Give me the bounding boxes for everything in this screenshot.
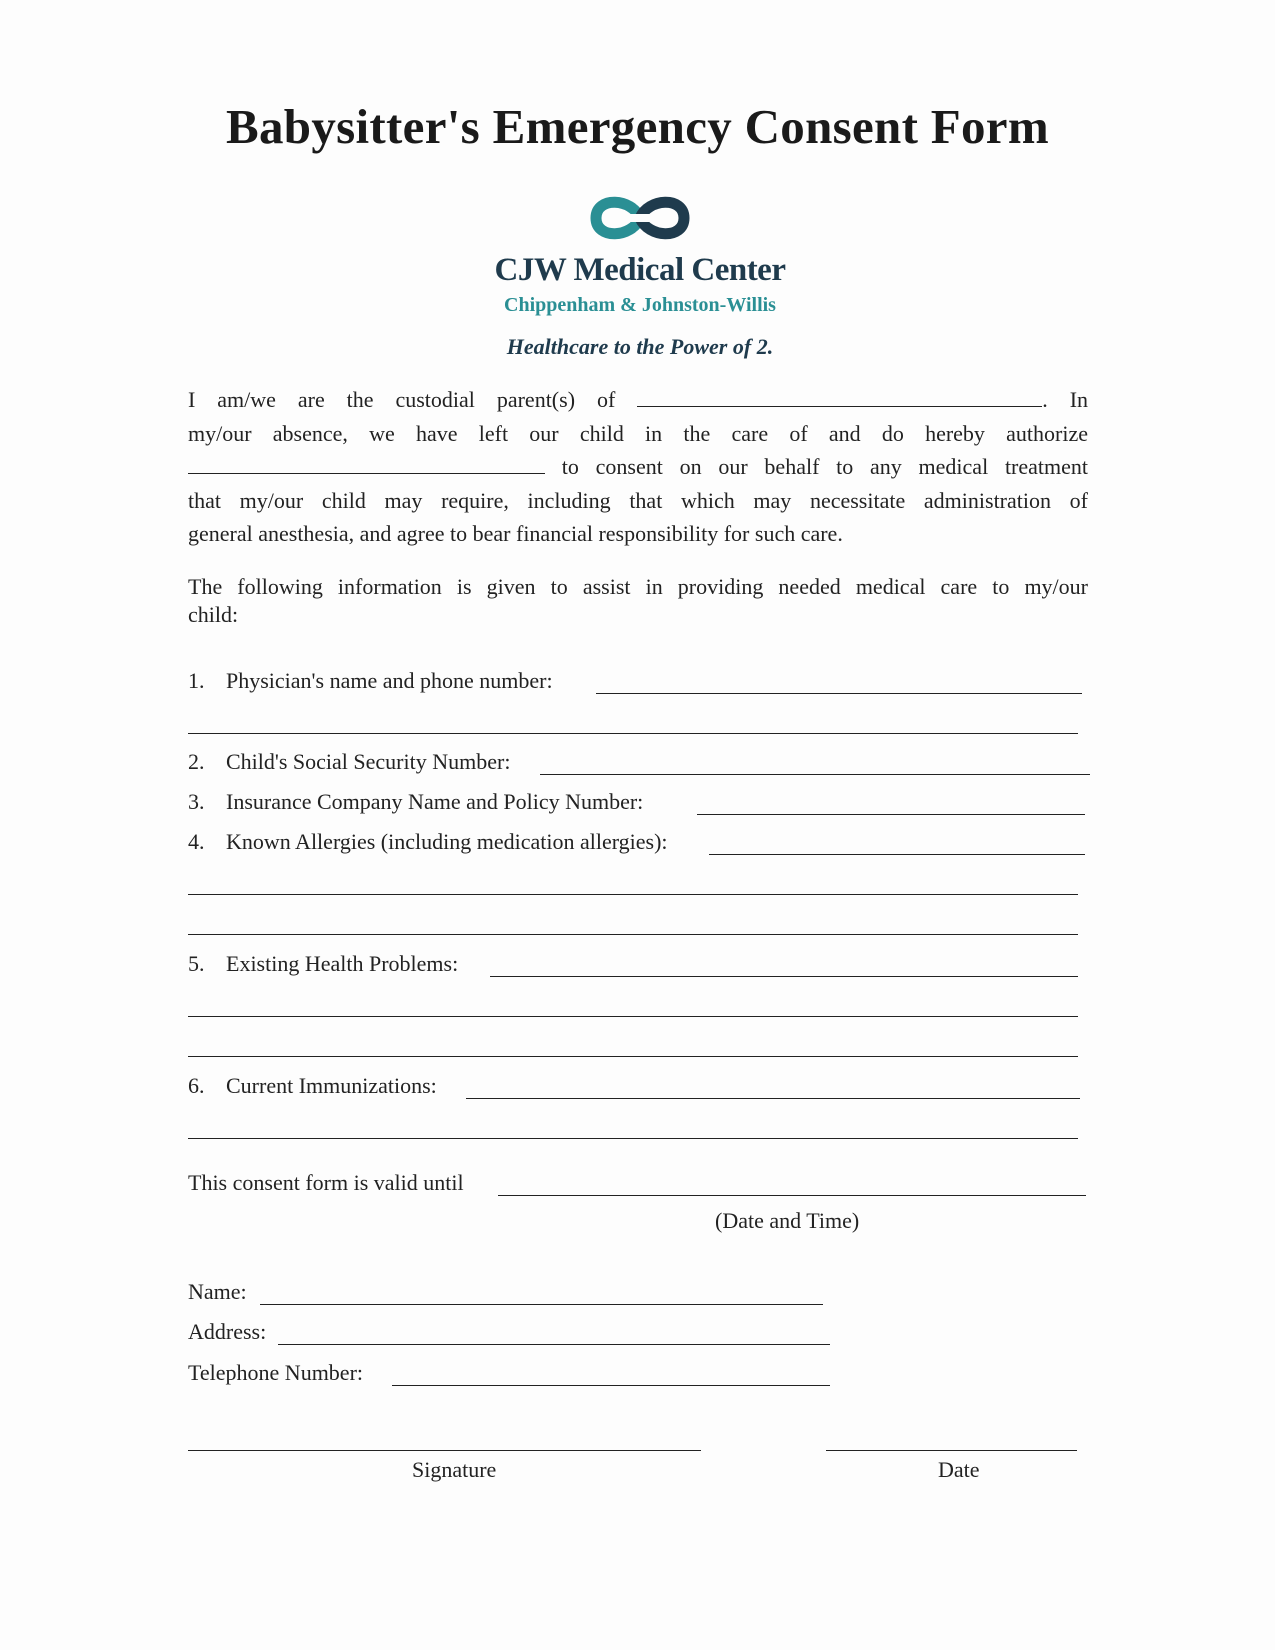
caregiver-name-field[interactable] xyxy=(188,453,545,474)
cjw-logo xyxy=(470,192,810,367)
consent-paragraph xyxy=(188,383,1088,551)
item-number: 2. xyxy=(188,749,205,774)
immunizations-field-line-2[interactable] xyxy=(188,1138,1078,1139)
address-field[interactable] xyxy=(278,1344,830,1345)
item-number: 5. xyxy=(188,951,205,976)
name-field[interactable] xyxy=(260,1304,823,1305)
consent-text: I am/we are the custodial parent(s) of xyxy=(188,387,616,412)
address-label: Address: xyxy=(188,1319,267,1344)
allergies-field-line-2[interactable] xyxy=(188,894,1078,895)
consent-line-5: general anesthesia, and agree to bear financial responsibility for such care. xyxy=(188,521,843,546)
item-allergies xyxy=(188,825,668,858)
consent-text: to consent on our behalf to any medical treatment xyxy=(561,454,1089,479)
consent-line-2: my/our absence, we have left our child in the care of and do hereby authorize xyxy=(188,420,1088,446)
consent-line-3 xyxy=(188,450,1088,484)
item-label: Known Allergies (including medication allergies): xyxy=(226,829,668,854)
ssn-field[interactable] xyxy=(540,774,1090,775)
info-line-1: The following information is given to assist in providing needed medical care to my/our xyxy=(188,574,1088,599)
allergies-field[interactable] xyxy=(709,854,1085,855)
physician-field-line-2[interactable] xyxy=(188,733,1078,734)
cjw-logo-mark-icon xyxy=(590,192,690,244)
immunizations-field[interactable] xyxy=(466,1098,1080,1099)
physician-field[interactable] xyxy=(596,693,1082,694)
signature-label: Signature xyxy=(412,1457,497,1482)
validity-date-field[interactable] xyxy=(498,1195,1086,1196)
telephone-label: Telephone Number: xyxy=(188,1360,364,1385)
logo-subtitle: Chippenham & Johnston-Willis xyxy=(504,294,776,316)
item-label: Insurance Company Name and Policy Number: xyxy=(226,789,644,814)
date-label: Date xyxy=(938,1457,980,1482)
health-problems-field[interactable] xyxy=(490,976,1078,977)
info-line-2: child: xyxy=(188,602,239,627)
item-label: Current Immunizations: xyxy=(226,1073,437,1098)
item-number: 6. xyxy=(188,1073,205,1098)
health-problems-field-line-3[interactable] xyxy=(188,1056,1078,1057)
date-field[interactable] xyxy=(826,1450,1077,1451)
logo-tagline: Healthcare to the Power of 2. xyxy=(506,334,774,359)
item-immunizations xyxy=(188,1069,437,1102)
item-number: 3. xyxy=(188,789,205,814)
child-name-field[interactable] xyxy=(637,386,1042,407)
page-title: Babysitter's Emergency Consent Form xyxy=(226,99,1049,154)
item-physician xyxy=(188,664,553,697)
name-label: Name: xyxy=(188,1279,247,1304)
allergies-field-line-3[interactable] xyxy=(188,934,1078,935)
item-label: Child's Social Security Number: xyxy=(226,749,511,774)
insurance-field[interactable] xyxy=(697,814,1085,815)
logo-name: CJW Medical Center xyxy=(494,252,786,288)
item-label: Existing Health Problems: xyxy=(226,951,459,976)
consent-line-4: that my/our child may require, including that which may necessitate administration of xyxy=(188,487,1088,513)
item-label: Physician's name and phone number: xyxy=(226,668,553,693)
validity-caption: (Date and Time) xyxy=(715,1208,860,1233)
signature-field[interactable] xyxy=(188,1450,701,1451)
health-problems-field-line-2[interactable] xyxy=(188,1016,1078,1017)
item-insurance xyxy=(188,785,643,818)
consent-line-1 xyxy=(188,383,1088,417)
consent-text: . In xyxy=(1042,387,1089,412)
item-health-problems xyxy=(188,947,458,980)
item-ssn xyxy=(188,745,510,778)
item-number: 1. xyxy=(188,668,205,693)
validity-label: This consent form is valid until xyxy=(188,1170,464,1195)
item-number: 4. xyxy=(188,829,205,854)
info-paragraph xyxy=(188,573,1088,629)
telephone-field[interactable] xyxy=(392,1385,830,1386)
